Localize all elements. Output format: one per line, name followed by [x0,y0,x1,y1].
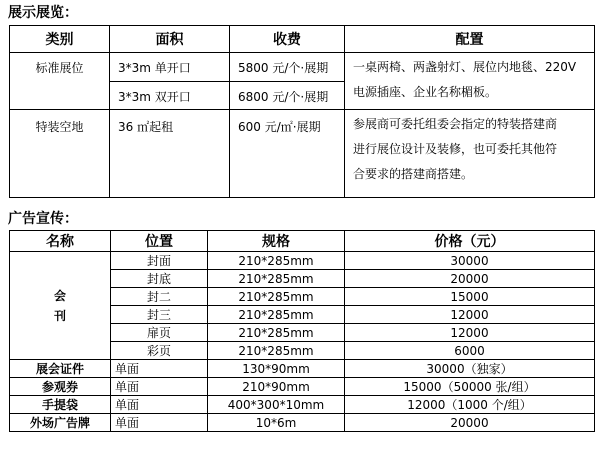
ad-position: 单面 [111,378,208,396]
table-row [10,396,595,414]
header-name: 名称 [10,231,111,252]
journal-position: 扉页 [111,324,208,342]
table-row [10,378,595,396]
journal-position: 封面 [111,252,208,270]
standard-fee-double: 6800 元/个·展期 [230,82,345,110]
journal-position: 封底 [111,270,208,288]
table-row [10,252,595,270]
table-row [10,414,595,432]
advertising-section-title: 广告宣传： [8,211,78,227]
journal-name-char: 刊 [53,308,66,323]
standard-area-single: 3*3m 单开口 [110,53,230,82]
ad-name: 手提袋 [10,396,111,414]
standard-fee-single: 5800 元/个·展期 [230,53,345,82]
journal-price: 20000 [345,270,595,288]
ad-position: 单面 [111,360,208,378]
ad-price: 20000 [345,414,595,432]
special-config-line: 进行展位设计及装修，也可委托其他符 [353,142,558,156]
journal-position: 彩页 [111,342,208,360]
journal-price: 12000 [345,306,595,324]
header-spec: 规格 [208,231,345,252]
exhibition-section-title: 展示展览： [8,5,78,21]
ad-price: 30000（独家） [345,360,595,378]
journal-name-char: 会 [53,288,66,303]
journal-spec: 210*285mm [208,342,345,360]
ad-name: 参观券 [10,378,111,396]
header-fee: 收费 [230,26,345,53]
journal-spec: 210*285mm [208,324,345,342]
exhibition-header-row [10,26,595,53]
table-row [10,110,595,198]
exhibition-table [9,25,595,198]
journal-price: 12000 [345,324,595,342]
header-position: 位置 [111,231,208,252]
journal-position: 封三 [111,306,208,324]
special-space-category: 特装空地 [10,110,110,198]
standard-config-line: 电源插座、企业名称楣板。 [353,85,498,99]
header-area: 面积 [110,26,230,53]
header-category: 类别 [10,26,110,53]
advertising-table [9,230,595,432]
journal-price: 15000 [345,288,595,306]
ad-name: 展会证件 [10,360,111,378]
standard-config [345,53,595,110]
table-row [10,360,595,378]
ad-spec: 400*300*10mm [208,396,345,414]
ad-name: 外场广告牌 [10,414,111,432]
special-fee: 600 元/㎡·展期 [230,110,345,198]
journal-spec: 210*285mm [208,252,345,270]
journal-price: 30000 [345,252,595,270]
ad-spec: 130*90mm [208,360,345,378]
header-price: 价格（元） [345,231,595,252]
journal-name [10,252,111,360]
advertising-header-row [10,231,595,252]
header-config: 配置 [345,26,595,53]
journal-position: 封二 [111,288,208,306]
special-area: 36 ㎡起租 [110,110,230,198]
journal-spec: 210*285mm [208,270,345,288]
ad-spec: 10*6m [208,414,345,432]
standard-config-line: 一桌两椅、两盏射灯、展位内地毯、220V [353,60,577,74]
table-row [10,53,595,82]
special-config-line: 参展商可委托组委会指定的特装搭建商 [353,117,558,131]
ad-spec: 210*90mm [208,378,345,396]
ad-position: 单面 [111,414,208,432]
special-config-line: 合要求的搭建商搭建。 [353,167,474,181]
ad-price: 15000（50000 张/组） [345,378,595,396]
standard-booth-category: 标准展位 [10,53,110,110]
ad-price: 12000（1000 个/组） [345,396,595,414]
journal-spec: 210*285mm [208,288,345,306]
standard-area-double: 3*3m 双开口 [110,82,230,110]
journal-spec: 210*285mm [208,306,345,324]
ad-position: 单面 [111,396,208,414]
journal-price: 6000 [345,342,595,360]
special-config [345,110,595,198]
